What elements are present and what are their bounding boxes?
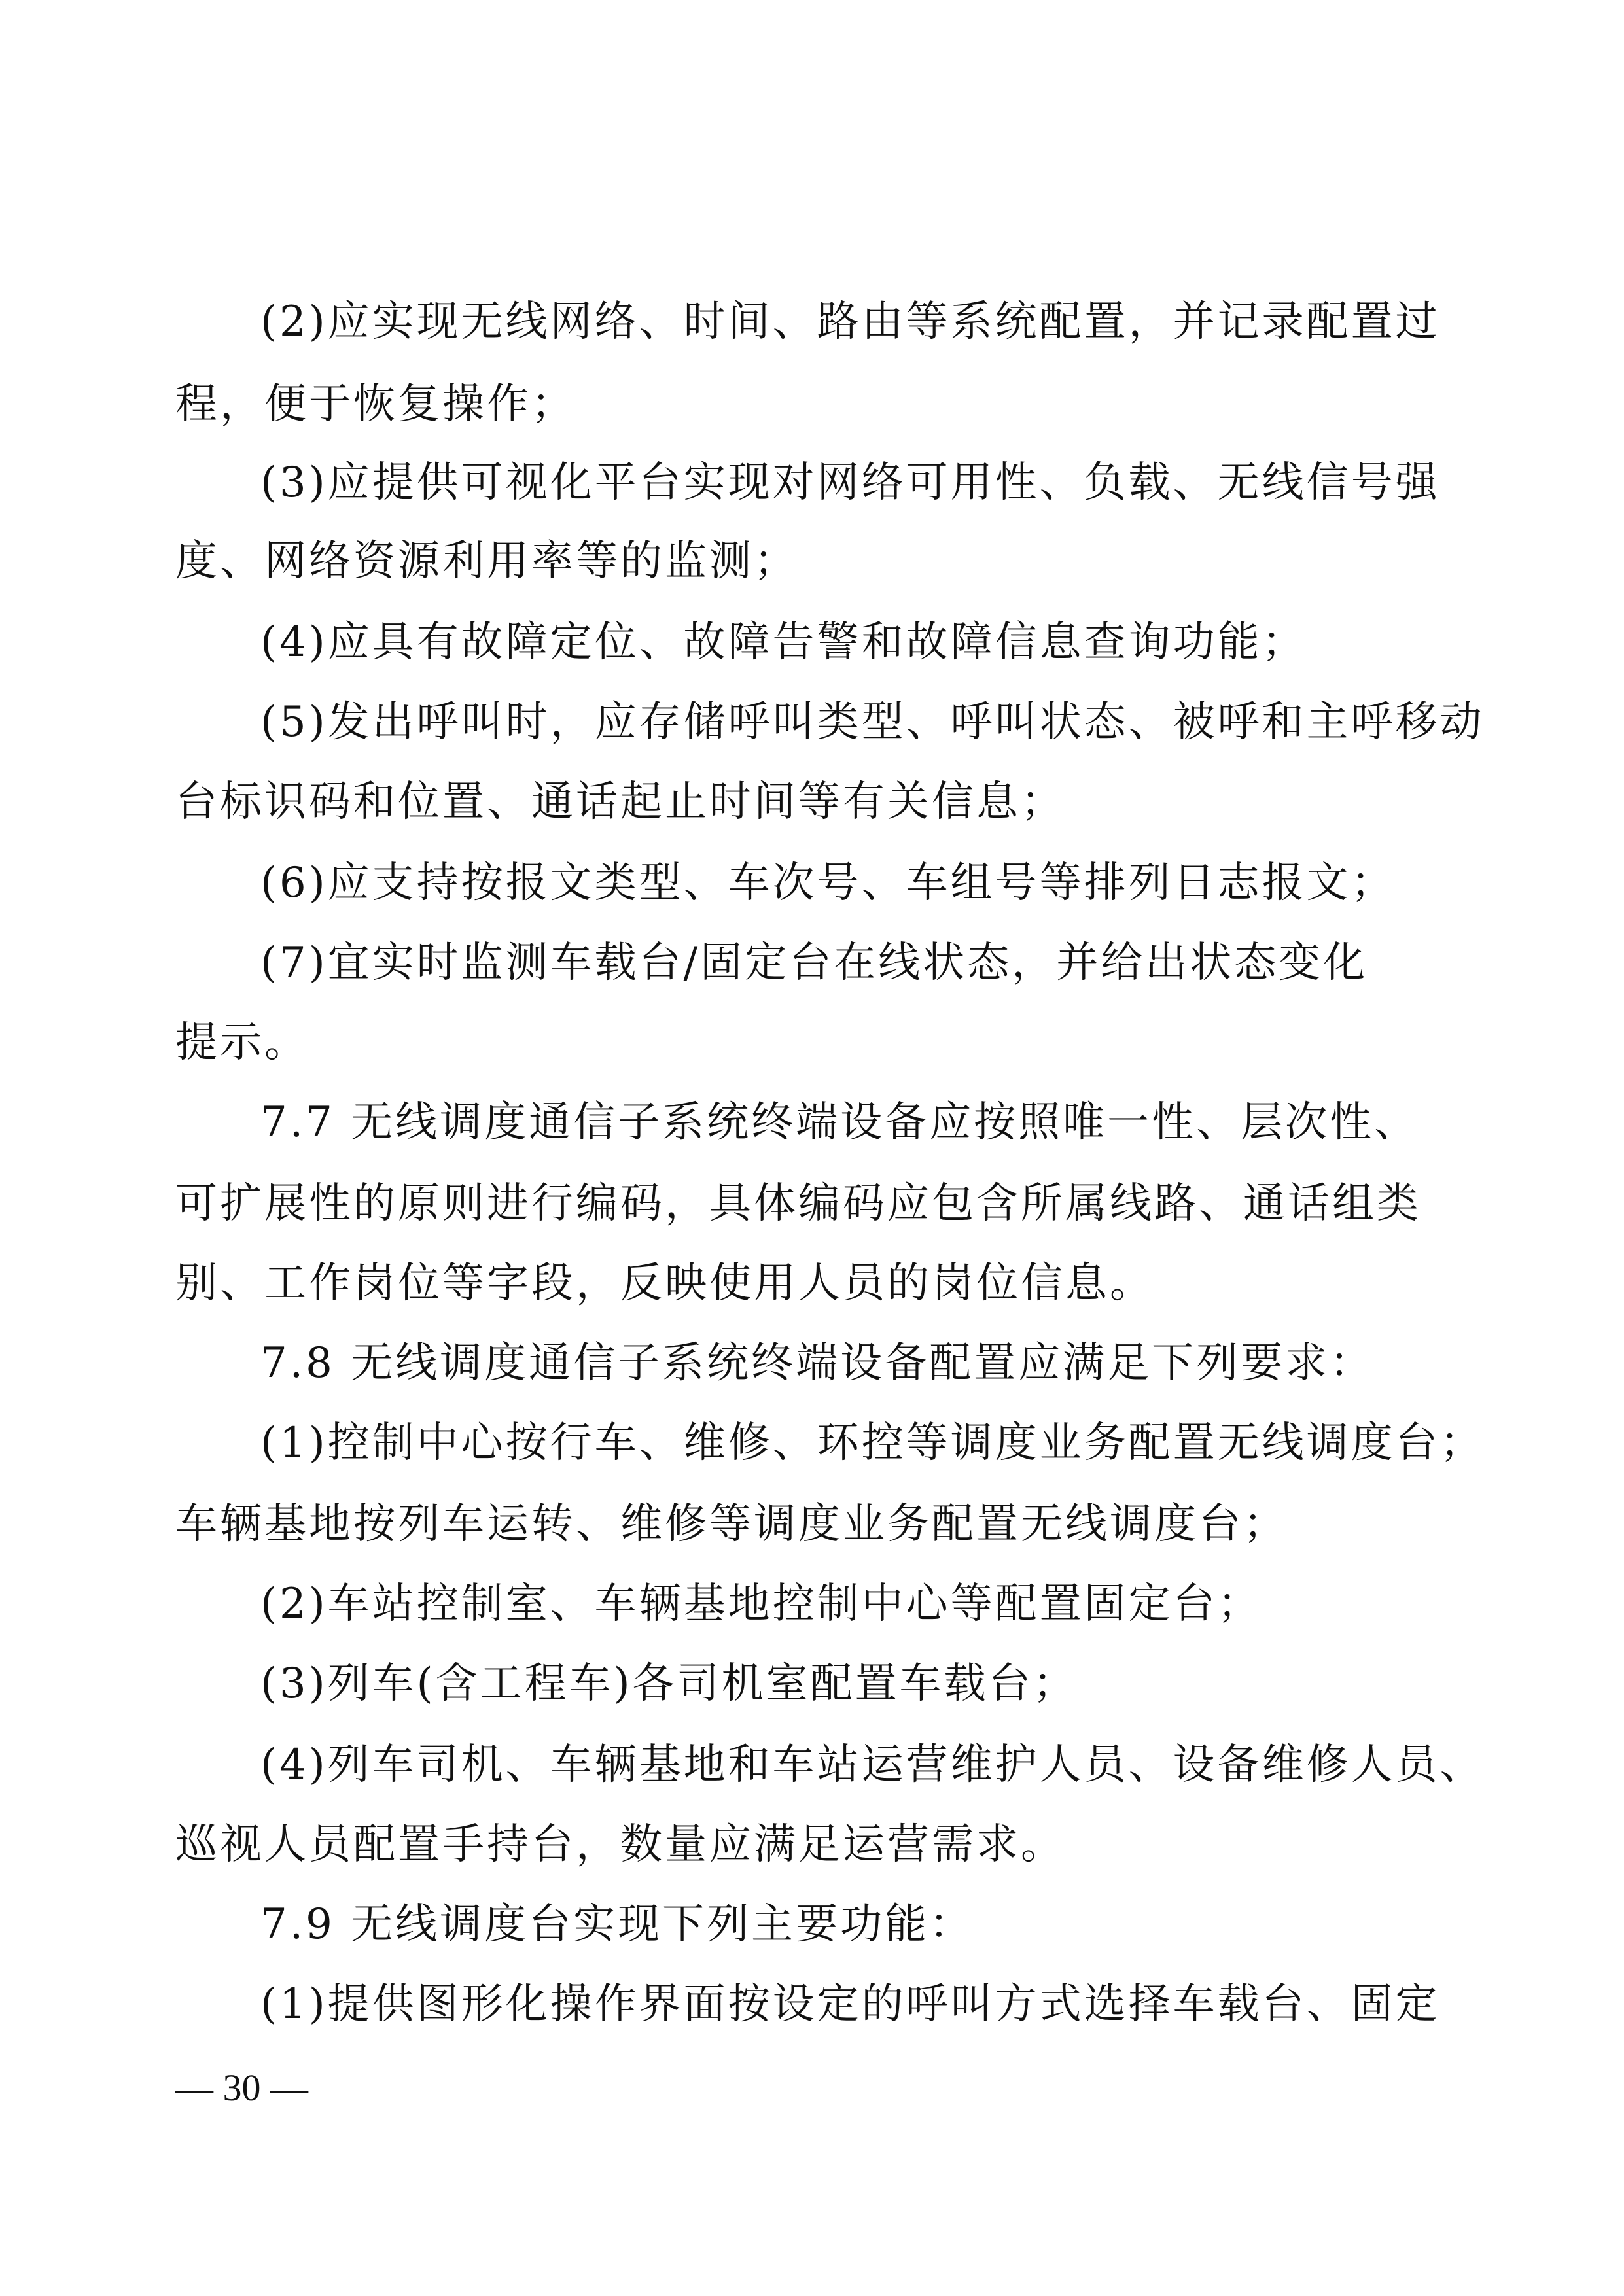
text-line: 台标识码和位置、通话起止时间等有关信息； [175,778,1065,826]
text-line: 车辆基地按列车运转、维修等调度业务配置无线调度台； [175,1500,1288,1548]
text-line: 可扩展性的原则进行编码，具体编码应包含所属线路、通话组类 [175,1179,1421,1228]
text-line: (4)应具有故障定位、故障告警和故障信息查询功能； [260,618,1307,667]
text-line: 巡视人员配置手持台，数量应满足运营需求。 [175,1820,1065,1869]
text-line: (4)列车司机、车辆基地和车站运营维护人员、设备维修人员、 [260,1741,1485,1789]
text-line: 度、网络资源利用率等的监测； [175,537,798,585]
text-line: (1)提供图形化操作界面按设定的呼叫方式选择车载台、固定 [260,1980,1440,2028]
text-line: 提示。 [175,1018,309,1067]
section-7-8-line: 7.8 无线调度通信子系统终端设备配置应满足下列要求： [260,1339,1375,1387]
text-line: 程，便于恢复操作； [175,380,576,428]
text-line: (6)应支持按报文类型、车次号、车组号等排列日志报文； [260,859,1396,907]
text-line: (1)控制中心按行车、维修、环控等调度业务配置无线调度台； [260,1419,1485,1467]
text-line: (2)车站控制室、车辆基地控制中心等配置固定台； [260,1580,1262,1628]
section-7-9-line: 7.9 无线调度台实现下列主要功能： [260,1900,974,1949]
text-line: (3)应提供可视化平台实现对网络可用性、负载、无线信号强 [260,459,1440,507]
text-line: (7)宜实时监测车载台/固定台在线状态，并给出状态变化 [260,939,1368,987]
section-7-7-line: 7.7 无线调度通信子系统终端设备应按照唯一性、层次性、 [260,1098,1419,1147]
text-line: 别、工作岗位等字段，反映使用人员的岗位信息。 [175,1259,1154,1308]
text-line: (5)发出呼叫时，应存储呼叫类型、呼叫状态、被呼和主呼移动 [260,698,1485,746]
text-line: (3)列车(含工程车)各司机室配置车载台； [260,1660,1078,1708]
page-number: — 30 — [175,2066,308,2109]
text-line: (2)应实现无线网络、时间、路由等系统配置，并记录配置过 [260,298,1440,346]
